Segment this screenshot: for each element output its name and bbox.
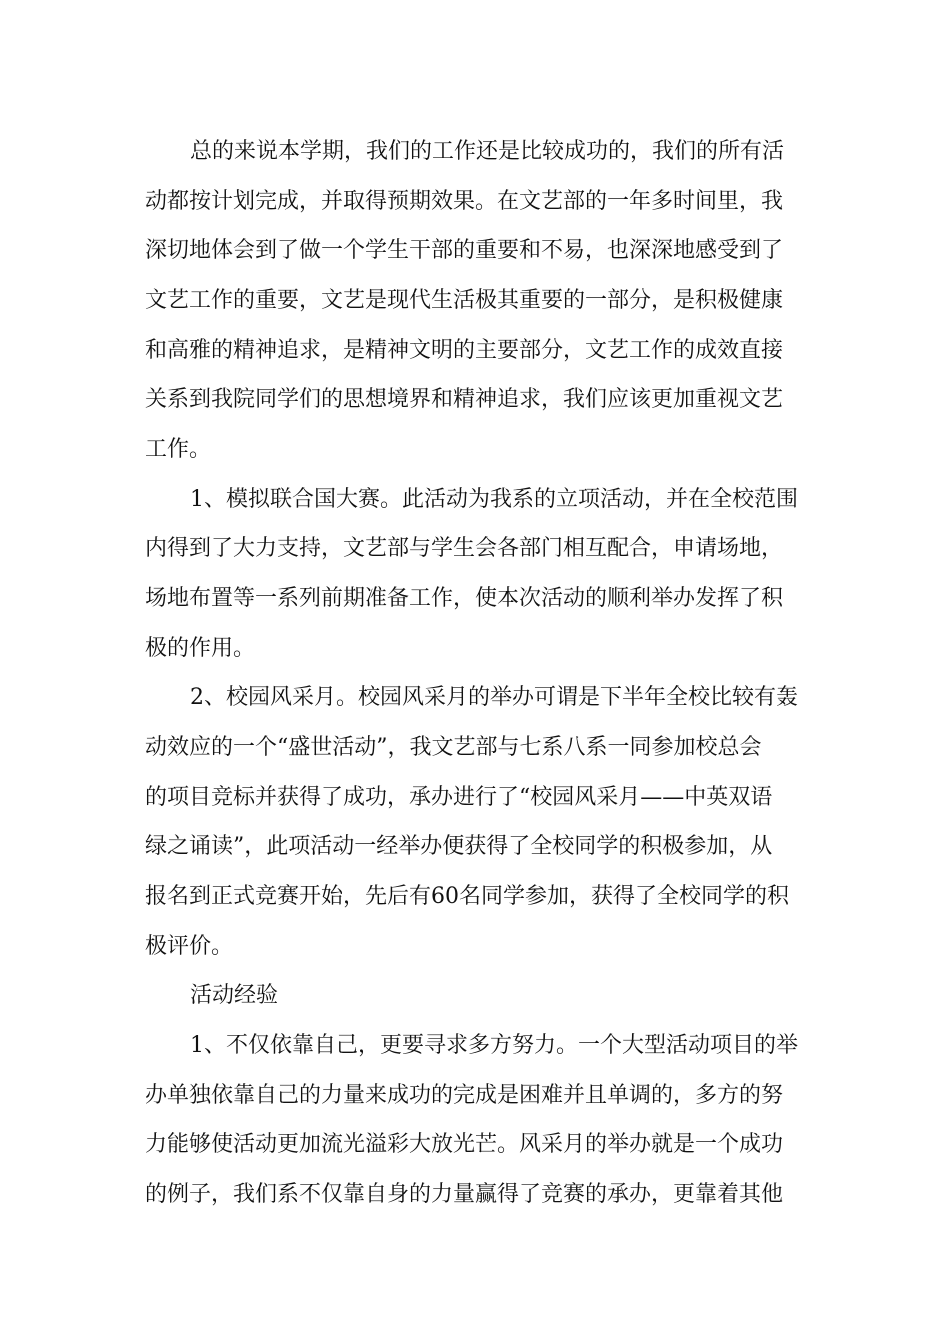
paragraph-line: 深切地体会到了做一个学生干部的重要和不易，也深深地感受到了 [145,238,784,263]
paragraph-line: 场地布置等一系列前期准备工作，使本次活动的顺利举办发挥了积 [145,586,784,611]
paragraph-line: 2、校园风采月。校园风采月的举办可谓是下半年全校比较有轰 [190,685,798,710]
paragraph-line: 办单独依靠自己的力量来成功的完成是困难并且单调的，多方的努 [145,1083,784,1108]
paragraph-line: 1、模拟联合国大赛。此活动为我系的立项活动，并在全校范围 [190,487,798,512]
paragraph-line: 的例子，我们系不仅靠自身的力量赢得了竞赛的承办，更靠着其他 [145,1182,784,1207]
paragraph-line: 动效应的一个“盛世活动”，我文艺部与七系八系一同参加校总会 [145,735,762,760]
paragraph-line: 1、不仅依靠自己，更要寻求多方努力。一个大型活动项目的举 [190,1033,798,1058]
paragraph-line: 的项目竞标并获得了成功，承办进行了“校园风采月——中英双语 [145,785,773,810]
paragraph-line: 关系到我院同学们的思想境界和精神追求，我们应该更加重视文艺 [145,387,784,412]
paragraph-line: 工作。 [145,437,212,462]
paragraph-line: 文艺工作的重要，文艺是现代生活极其重要的一部分，是积极健康 [145,288,784,313]
paragraph-line: 总的来说本学期，我们的工作还是比较成功的，我们的所有活 [190,139,785,164]
paragraph-line: 和高雅的精神追求，是精神文明的主要部分，文艺工作的成效直接 [145,338,784,363]
paragraph-line: 报名到正式竞赛开始，先后有60名同学参加，获得了全校同学的积 [145,884,789,909]
section-heading: 活动经验 [190,983,279,1008]
paragraph-line: 极评价。 [145,934,234,959]
paragraph-line: 内得到了大力支持，文艺部与学生会各部门相互配合，申请场地， [145,536,784,561]
paragraph-line: 力能够使活动更加流光溢彩大放光芒。风采月的举办就是一个成功 [145,1132,784,1157]
paragraph-line: 绿之诵读”，此项活动一经举办便获得了全校同学的积极参加，从 [145,834,773,859]
paragraph-line: 动都按计划完成，并取得预期效果。在文艺部的一年多时间里，我 [145,189,784,214]
paragraph-line: 极的作用。 [145,636,256,661]
